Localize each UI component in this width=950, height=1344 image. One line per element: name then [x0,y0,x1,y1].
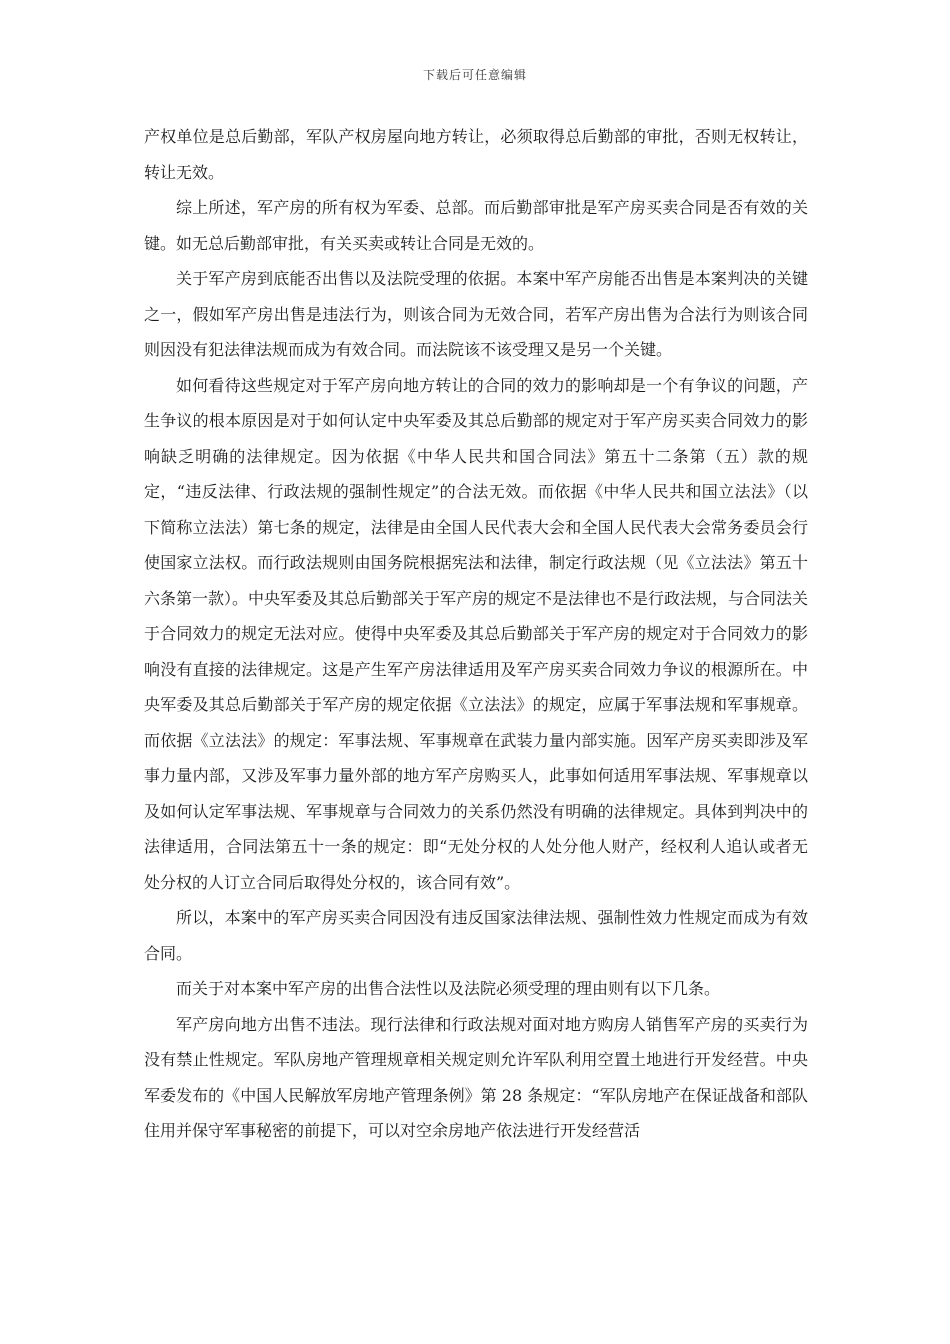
document-body [144,119,808,1149]
paragraph: 而关于对本案中军产房的出售合法性以及法院必须受理的理由则有以下几条。 [176,979,721,998]
paragraph: 所以，本案中的军产房买卖合同因没有违反国家法律法规、强制性效力性规定而成为有效合同。 [144,908,808,963]
paragraph: 军产房向地方出售不违法。现行法律和行政法规对面对地方购房人销售军产房的买卖行为没有禁止性规定。军队房地产管理规章相关规定则允许军队利用空置土地进行开发经营。中央军委发布的《中国人民解放军房地产管理条例》第 28 条规定：“军队房地产在保证战备和部队住用并保守军事秘密的前提下，可以对空余房地产依法进行开发经营活 [144,1014,808,1140]
page-header: 下载后可任意编辑 [422,68,527,82]
paragraph: 综上所述，军产房的所有权为军委、总部。而后勤部审批是军产房买卖合同是否有效的关键。如无总后勤部审批，有关买卖或转让合同是无效的。 [144,198,808,253]
paragraph: 关于军产房到底能否出售以及法院受理的依据。本案中军产房能否出售是本案判决的关键之一，假如军产房出售是违法行为，则该合同为无效合同，若军产房出售为合法行为则该合同则因没有犯法律法规而成为有效合同。而法院该不该受理又是另一个关键。 [144,269,808,359]
paragraph: 如何看待这些规定对于军产房向地方转让的合同的效力的影响却是一个有争议的问题，产生争议的根本原因是对于如何认定中央军委及其总后勤部的规定对于军产房买卖合同效力的影响缺乏明确的法律规定。因为依据《中华人民共和国合同法》第五十二条第（五）款的规定，“违反法律、行政法规的强制性规定”的合法无效。而依据《中华人民共和国立法法》（以下简称立法法）第七条的规定，法律是由全国人民代表大会和全国人民代表大会常务委员会行使国家立法权。而行政法规则由国务院根据宪法和法律，制定行政法规（见《立法法》第五十六条第一款）。中央军委及其总后勤部关于军产房的规定不是法律也不是行政法规，与合同法关于合同效力的规定无法对应。使得中央军委及其总后勤部关于军产房的规定对于合同效力的影响没有直接的法律规定。这是产生军产房法律适用及军产房买卖合同效力争议的根源所在。中央军委及其总后勤部关于军产房的规定依据《立法法》的规定，应属于军事法规和军事规章。而依据《立法法》的规定：军事法规、军事规章在武装力量内部实施。因军产房买卖即涉及军事力量内部，又涉及军事力量外部的地方军产房购买人，此事如何适用军事法规、军事规章以及如何认定军事法规、军事规章与合同效力的关系仍然没有明确的法律规定。具体到判决中的法律适用，合同法第五十一条的规定：即“无处分权的人处分他人财产，经权利人追认或者无处分权的人订立合同后取得处分权的，该合同有效”。 [144,375,809,892]
paragraph: 产权单位是总后勤部，军队产权房屋向地方转让，必须取得总后勤部的审批，否则无权转让，转让无效。 [144,127,808,182]
